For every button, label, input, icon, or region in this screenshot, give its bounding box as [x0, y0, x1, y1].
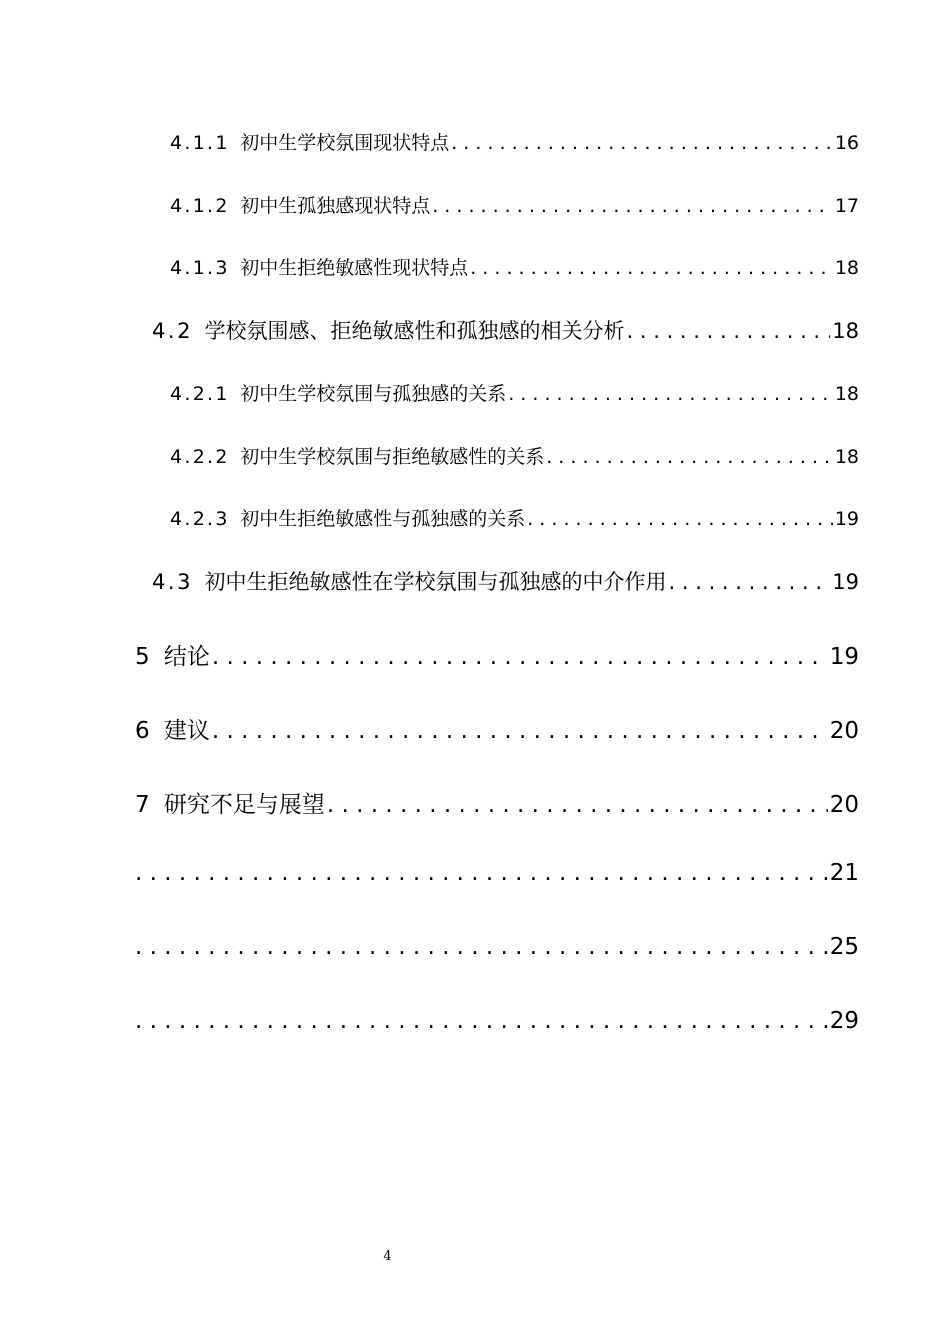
- toc-entry-title: 建议: [163, 718, 210, 744]
- toc-entry-4-1-2[interactable]: [170, 191, 859, 218]
- toc-entry-page: 18: [834, 446, 859, 468]
- toc-entry-title: 初中生学校氛围与孤独感的关系: [240, 383, 507, 405]
- toc-entry-page: 20: [829, 792, 859, 818]
- toc-dot-leader: [527, 508, 833, 530]
- toc-entry-number: 4.2.2: [170, 446, 230, 468]
- toc-entry-page: 21: [829, 860, 859, 886]
- toc-entry-title: 初中生拒绝敏感性与孤独感的关系: [240, 508, 526, 530]
- toc-entry-number: 7: [135, 792, 153, 818]
- toc-entry-number: 6: [135, 718, 153, 744]
- toc-entry-page: 19: [832, 570, 859, 594]
- toc-entry-page: 16: [834, 132, 859, 154]
- toc-entry-6[interactable]: [135, 712, 859, 745]
- toc-dot-leader: [212, 644, 828, 670]
- toc-entry-title: 初中生学校氛围现状特点: [240, 132, 450, 154]
- toc-entry-4-2-1[interactable]: [170, 379, 859, 406]
- toc-entry-4-2-2[interactable]: [170, 442, 859, 469]
- page-number: 4: [383, 1249, 392, 1264]
- toc-entry-number: 4.1.3: [170, 257, 230, 279]
- toc-dot-leader: [508, 383, 833, 405]
- toc-dot-leader: [212, 718, 828, 744]
- toc-entry-page: 19: [829, 644, 859, 670]
- toc-dot-leader: [135, 934, 828, 960]
- toc-entry-page: 29: [829, 1008, 859, 1034]
- toc-entry-4-1-3[interactable]: [170, 253, 859, 280]
- toc-entry-page: 18: [834, 383, 859, 405]
- toc-entry-7[interactable]: [135, 786, 859, 819]
- toc-entry-4-3[interactable]: [152, 566, 859, 596]
- toc-entry-title: 初中生孤独感现状特点: [240, 195, 431, 217]
- toc-entry-untitled-3[interactable]: [135, 1008, 859, 1034]
- toc-entry-untitled-1[interactable]: [135, 860, 859, 886]
- toc-entry-page: 25: [829, 934, 859, 960]
- toc-entry-title: 学校氛围感、拒绝敏感性和孤独感的相关分析: [204, 319, 625, 343]
- toc-entry-number: 4.2.1: [170, 383, 230, 405]
- toc-dot-leader: [135, 860, 828, 886]
- toc-entry-number: 4.2: [152, 319, 193, 343]
- toc-dot-leader: [627, 319, 831, 343]
- toc-entry-number: 5: [135, 644, 153, 670]
- toc-entry-page: 18: [834, 257, 859, 279]
- toc-entry-4-1-1[interactable]: [170, 128, 859, 155]
- toc-entry-page: 17: [834, 195, 859, 217]
- toc-dot-leader: [135, 1008, 828, 1034]
- toc-entry-page: 20: [829, 718, 859, 744]
- toc-entry-number: 4.3: [152, 570, 193, 594]
- toc-entry-number: 4.2.3: [170, 508, 230, 530]
- toc-entry-number: 4.1.2: [170, 195, 230, 217]
- toc-entry-title: 初中生拒绝敏感性现状特点: [240, 257, 469, 279]
- toc-entry-5[interactable]: [135, 638, 859, 671]
- toc-entry-untitled-2[interactable]: [135, 934, 859, 960]
- toc-dot-leader: [546, 446, 833, 468]
- toc-dot-leader: [432, 195, 833, 217]
- toc-entry-number: 4.1.1: [170, 132, 230, 154]
- toc-entry-page: 18: [832, 319, 859, 343]
- toc-entry-4-2[interactable]: [152, 315, 859, 345]
- toc-dot-leader: [470, 257, 833, 279]
- toc-entry-title: 研究不足与展望: [163, 792, 325, 818]
- toc-dot-leader: [327, 792, 828, 818]
- toc-entry-title: 结论: [163, 644, 210, 670]
- toc-dot-leader: [669, 570, 831, 594]
- toc-entry-title: 初中生拒绝敏感性在学校氛围与孤独感的中介作用: [204, 570, 667, 594]
- toc-entry-page: 19: [834, 508, 859, 530]
- toc-dot-leader: [451, 132, 833, 154]
- toc-entry-4-2-3[interactable]: [170, 504, 859, 531]
- toc-entry-title: 初中生学校氛围与拒绝敏感性的关系: [240, 446, 545, 468]
